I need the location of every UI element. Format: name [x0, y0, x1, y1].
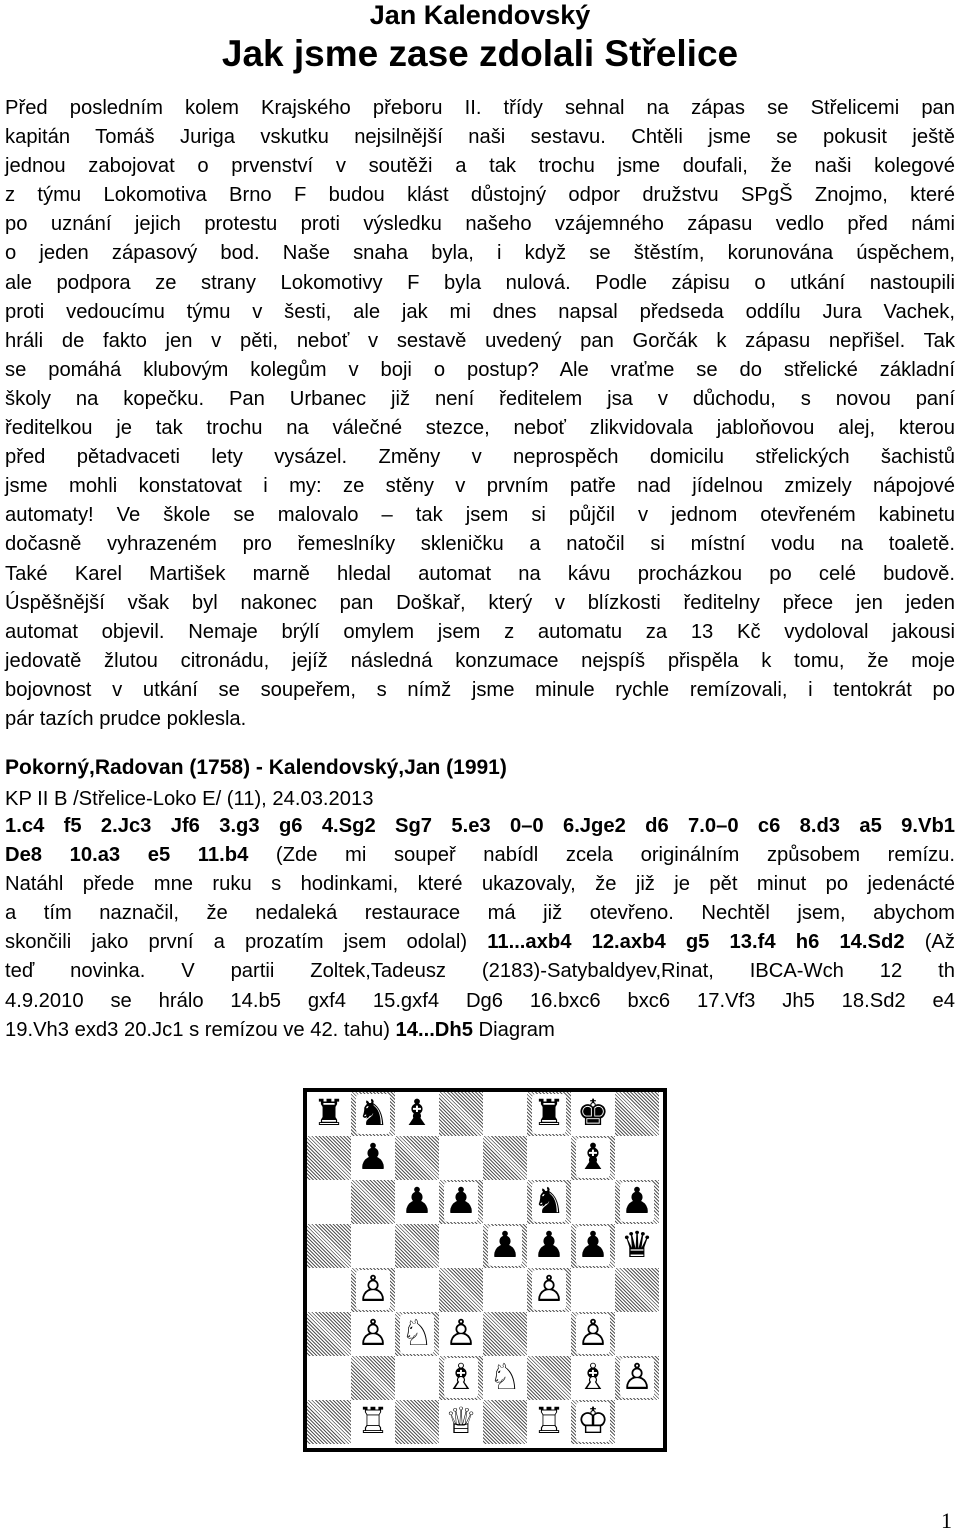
intro-line: kapitán Tomáš Juriga vskutku nejsilnější naši sestavu. Chtěli jsme se pokusit ještě: [5, 126, 955, 149]
board-square: [483, 1136, 527, 1180]
board-square: [615, 1400, 659, 1444]
board-square: [615, 1180, 659, 1224]
white-pawn-icon: ♙: [620, 1357, 654, 1398]
board-square: [351, 1268, 395, 1312]
board-square: [527, 1136, 571, 1180]
article-title: Jak jsme zase zdolali Střelice: [221, 33, 739, 74]
moves-line-8: [5, 1016, 955, 1045]
intro-paragraph: [5, 94, 955, 734]
board-square: [351, 1136, 395, 1180]
board-square: [483, 1224, 527, 1268]
board-square: [483, 1092, 527, 1136]
board-square: [571, 1400, 615, 1444]
intro-line: pár tazích prudce poklesla.: [5, 707, 247, 730]
black-pawn-icon: ♟: [620, 1181, 654, 1222]
board-square: [351, 1400, 395, 1444]
board-square: [483, 1312, 527, 1356]
board-square: [483, 1268, 527, 1312]
chess-diagram: [303, 1088, 667, 1452]
board-square: [483, 1180, 527, 1224]
moves-line-4: a tím naznačil, že nedaleká restaurace má již otevřeno. Nechtěl jsem, abychom: [5, 902, 955, 925]
board-square: [395, 1180, 439, 1224]
board-square: [395, 1224, 439, 1268]
moves-bold: 14...Dh5: [395, 1018, 473, 1041]
moves-line-5: [5, 928, 955, 957]
black-bishop-icon: ♝: [400, 1093, 434, 1134]
board-square: [615, 1092, 659, 1136]
board-square: [439, 1356, 483, 1400]
black-pawn-icon: ♟: [400, 1181, 434, 1222]
moves-bold: 1.c4 f5 2.Jc3 Jf6 3.g3 g6 4.Sg2 Sg7 5.e3 0–0 6.Jge2 d6 7.0–0 c6 8.d3 a5 9.Vb1: [5, 815, 955, 837]
board-square: [439, 1312, 483, 1356]
board-square: [571, 1268, 615, 1312]
white-rook-icon: ♖: [532, 1401, 566, 1442]
board-square: [351, 1180, 395, 1224]
board-square: [351, 1224, 395, 1268]
intro-line: před pětadvaceti lety vysázel. Změny v neprospěch domicilu střelických šachistů: [5, 446, 955, 469]
black-pawn-icon: ♟: [444, 1181, 478, 1222]
intro-line: Úspěšnější však byl nakonec pan Doškař, který v blízkosti ředitelny přece jen jeden: [5, 591, 955, 614]
white-bishop-icon: ♗: [444, 1357, 478, 1398]
white-pawn-icon: ♙: [444, 1313, 478, 1354]
comment-text: Diagram: [472, 1018, 555, 1041]
board-square: [395, 1268, 439, 1312]
board-square: [395, 1312, 439, 1356]
black-pawn-icon: ♟: [576, 1225, 610, 1266]
moves-bold: De8 10.a3 e5 11.b4: [5, 844, 249, 867]
white-pawn-icon: ♙: [356, 1269, 390, 1310]
intro-line: ředitelkou je tak trochu na válečné stezce, neboť zlikvidovala jabloňovou alej, kterou: [5, 417, 955, 440]
board-square: [615, 1356, 659, 1400]
board-square: [439, 1224, 483, 1268]
intro-line: se pomáhá klubovým kolegům v boji o postup? Ale vraťme se do střelické základní: [5, 358, 955, 381]
intro-line: o jeden zápasový bod. Naše snaha byla, i když se štěstím, korunována úspěchem,: [5, 242, 955, 265]
board-square: [615, 1224, 659, 1268]
board-square: [615, 1312, 659, 1356]
white-rook-icon: ♖: [356, 1401, 390, 1442]
board-square: [307, 1268, 351, 1312]
board-square: [483, 1356, 527, 1400]
white-pawn-icon: ♙: [356, 1313, 390, 1354]
page-number: 1: [941, 1508, 952, 1533]
board-square: [439, 1180, 483, 1224]
intro-line: jsme mohli konstatovat i my: ze stěny v prvním patře nad jídelnou zmizely nápojové: [5, 475, 955, 498]
author-name: Jan Kalendovský: [369, 0, 591, 30]
intro-line: automat objevil. Nemaje brýlí omylem jsem z automatu za 13 Kč vydoloval jakousi: [5, 620, 955, 643]
comment-text: 19.Vh3 exd3 20.Jc1 s remízou ve 42. tahu): [5, 1018, 396, 1041]
intro-line: Také Karel Martišek marně hledal automat na kávu procházkou po celé budově.: [5, 562, 955, 585]
board-square: [571, 1180, 615, 1224]
intro-line: školy na kopečku. Pan Urbanec již není ředitelem jsa v důchodu, s novou paní: [5, 387, 955, 410]
board-square: [571, 1312, 615, 1356]
board-square: [439, 1136, 483, 1180]
board-square: [307, 1092, 351, 1136]
intro-line: bojovnost v utkání se soupeřem, s nímž jsme minule rychle remízovali, i tentokrát po: [5, 678, 955, 701]
chess-board: [307, 1092, 659, 1444]
board-square: [395, 1092, 439, 1136]
black-bishop-icon: ♝: [576, 1137, 610, 1178]
moves-line-3: Natáhl přede mne ruku s hodinkami, které ukazovaly, že již je pět minut po jedenácté: [5, 873, 955, 896]
white-pawn-icon: ♙: [576, 1313, 610, 1354]
board-square: [395, 1400, 439, 1444]
game-players: Pokorný,Radovan (1758) - Kalendovský,Jan (1991): [5, 756, 507, 779]
intro-line: jednou zabojovat o prvenství v soutěži a tak trochu jsme doufali, že naši kolegové: [5, 155, 955, 178]
board-square: [439, 1400, 483, 1444]
board-square: [571, 1136, 615, 1180]
black-knight-icon: ♞: [532, 1181, 566, 1222]
board-square: [527, 1400, 571, 1444]
board-square: [307, 1312, 351, 1356]
comment-text: skončili jako první a prozatím jsem odolal): [5, 931, 488, 954]
board-square: [527, 1356, 571, 1400]
board-square: [351, 1092, 395, 1136]
black-rook-icon: ♜: [532, 1093, 566, 1134]
intro-line: automaty! Ve škole se malovalo – tak jsem si půjčil v jednom otevřeném kabinetu: [5, 504, 955, 527]
black-pawn-icon: ♟: [488, 1225, 522, 1266]
board-square: [439, 1092, 483, 1136]
board-square: [615, 1136, 659, 1180]
board-square: [439, 1268, 483, 1312]
black-rook-icon: ♜: [312, 1093, 346, 1134]
black-pawn-icon: ♟: [356, 1137, 390, 1178]
white-bishop-icon: ♗: [576, 1357, 610, 1398]
intro-line: po uznání jejich protestu proti výsledku našeho vzájemného zápasu vedlo před námi: [5, 213, 955, 236]
white-king-icon: ♔: [576, 1401, 610, 1442]
board-square: [527, 1180, 571, 1224]
white-knight-icon: ♘: [488, 1357, 522, 1398]
black-king-icon: ♚: [576, 1093, 610, 1134]
game-info: KP II B /Střelice-Loko E/ (11), 24.03.2013: [5, 788, 374, 810]
board-square: [307, 1400, 351, 1444]
board-square: [527, 1268, 571, 1312]
board-square: [615, 1268, 659, 1312]
board-square: [527, 1224, 571, 1268]
board-square: [483, 1400, 527, 1444]
comment-text: (Až: [904, 931, 955, 954]
board-square: [351, 1356, 395, 1400]
board-square: [307, 1136, 351, 1180]
black-pawn-icon: ♟: [532, 1225, 566, 1266]
board-square: [307, 1180, 351, 1224]
intro-line: dočasně vyhrazeném pro řemeslníky skleničku a natočil si místní vodu na toaletě.: [5, 533, 955, 556]
intro-line: proti vedoucímu týmu v šesti, ale jak mi dnes napsal předseda oddílu Jura Vachek,: [5, 300, 955, 323]
white-pawn-icon: ♙: [532, 1269, 566, 1310]
board-square: [571, 1224, 615, 1268]
black-knight-icon: ♞: [356, 1093, 390, 1134]
white-queen-icon: ♕: [444, 1401, 478, 1442]
moves-bold: 11...axb4 12.axb4 g5 13.f4 h6 14.Sd2: [487, 931, 905, 954]
board-square: [307, 1356, 351, 1400]
black-queen-icon: ♛: [620, 1225, 654, 1266]
comment-text: (Zde mi soupeř nabídl zcela originálním způsobem remízu.: [248, 844, 955, 867]
white-knight-icon: ♘: [400, 1313, 434, 1354]
intro-line: Před posledním kolem Krajského přeboru II. třídy sehnal na zápas se Střelicemi pan: [5, 97, 955, 119]
intro-line: jedovatě žlutou citronádu, jejíž následná konzumace nejspíš přispěla k tomu, že moje: [5, 649, 955, 672]
intro-line: hráli de fakto jen v pěti, neboť v sestavě uvedený pan Gorčák k zápasu nepřišel. Tak: [5, 329, 955, 352]
board-square: [351, 1312, 395, 1356]
board-square: [571, 1356, 615, 1400]
board-square: [395, 1356, 439, 1400]
moves-line-1: [5, 812, 955, 841]
board-square: [527, 1312, 571, 1356]
board-square: [395, 1136, 439, 1180]
board-square: [307, 1224, 351, 1268]
moves-line-7: 4.9.2010 se hrálo 14.b5 gxf4 15.gxf4 Dg6 16.bxc6 bxc6 17.Vf3 Jh5 18.Sd2 e4: [5, 989, 955, 1012]
intro-line: ale podpora ze strany Lokomotivy F byla nulová. Podle zápisu o utkání nastoupili: [5, 271, 955, 294]
moves-line-6: teď novinka. V partii Zoltek,Tadeusz (2183)-Satybaldyev,Rinat, IBCA-Wch 12 th: [5, 960, 955, 983]
board-square: [571, 1092, 615, 1136]
moves-line-2: [5, 841, 955, 870]
intro-line: z týmu Lokomotiva Brno F budou klást důstojný odpor družstvu SPgŠ Znojmo, které: [5, 184, 955, 207]
game-moves: [5, 812, 955, 1045]
board-square: [527, 1092, 571, 1136]
